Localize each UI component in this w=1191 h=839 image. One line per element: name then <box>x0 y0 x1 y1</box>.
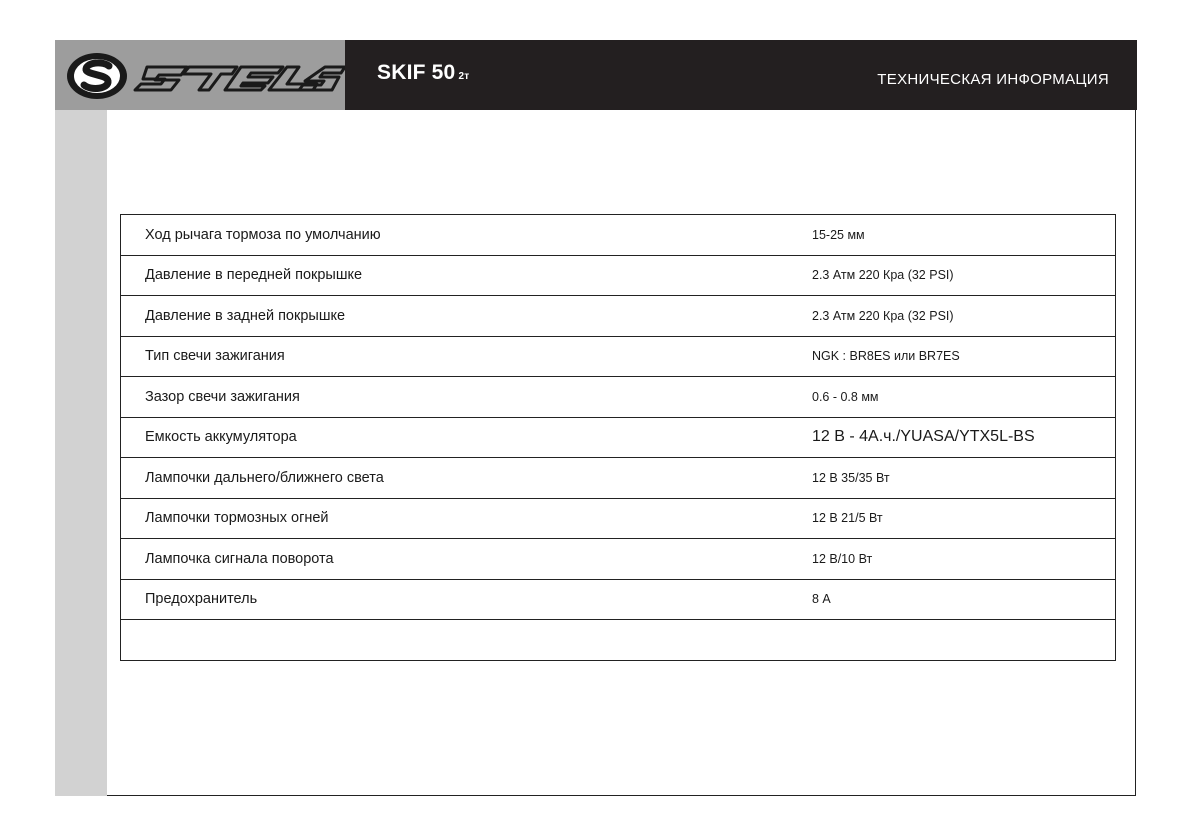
spec-value: 8 А <box>812 579 1116 620</box>
model-name: SKIF 50 <box>377 61 456 84</box>
spec-label: Лампочка сигнала поворота <box>121 539 813 580</box>
table-row <box>121 377 1116 418</box>
spec-label: Давление в передней покрышке <box>121 255 813 296</box>
spec-value: 15-25 мм <box>812 215 1116 256</box>
spec-value: 2.3 Атм 220 Кра (32 PSI) <box>812 296 1116 337</box>
spec-label: Емкость аккумулятора <box>121 417 813 458</box>
table-row <box>121 417 1116 458</box>
brand-logo <box>55 40 345 110</box>
spec-value: NGK : BR8ES или BR7ES <box>812 336 1116 377</box>
model-suffix: 2т <box>458 71 470 82</box>
table-row <box>121 296 1116 337</box>
spec-label: Лампочки тормозных огней <box>121 498 813 539</box>
table-row <box>121 579 1116 620</box>
table-row <box>121 336 1116 377</box>
spec-label: Тип свечи зажигания <box>121 336 813 377</box>
spec-label: Зазор свечи зажигания <box>121 377 813 418</box>
table-row <box>121 498 1116 539</box>
sidebar-strip <box>55 110 107 796</box>
spec-value: 12 В/10 Вт <box>812 539 1116 580</box>
spec-value: 12 В - 4А.ч./YUASA/YTX5L-BS <box>812 417 1116 458</box>
spec-value-empty <box>812 620 1116 661</box>
table-row <box>121 215 1116 256</box>
section-title: ТЕХНИЧЕСКАЯ ИНФОРМАЦИЯ <box>877 71 1109 88</box>
table-row <box>121 539 1116 580</box>
spec-value: 2.3 Атм 220 Кра (32 PSI) <box>812 255 1116 296</box>
table-row-empty <box>121 620 1116 661</box>
header-bar <box>55 40 1137 110</box>
s-logo-icon <box>55 40 345 110</box>
spec-label: Давление в задней покрышке <box>121 296 813 337</box>
spec-value: 0.6 - 0.8 мм <box>812 377 1116 418</box>
spec-label: Ход рычага тормоза по умолчанию <box>121 215 813 256</box>
spec-label-empty <box>121 620 813 661</box>
model-title <box>377 61 469 85</box>
table-row <box>121 255 1116 296</box>
spec-table <box>120 214 1116 661</box>
spec-label: Лампочки дальнего/ближнего света <box>121 458 813 499</box>
spec-value: 12 В 21/5 Вт <box>812 498 1116 539</box>
spec-value: 12 В 35/35 Вт <box>812 458 1116 499</box>
spec-label: Предохранитель <box>121 579 813 620</box>
table-row <box>121 458 1116 499</box>
